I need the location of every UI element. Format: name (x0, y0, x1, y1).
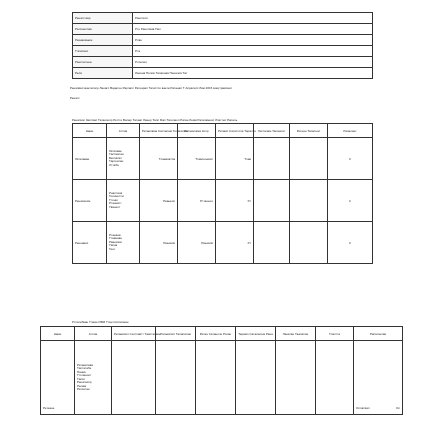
attr-line: Рваесаат (109, 239, 123, 244)
top-form-table (72, 12, 373, 79)
attr-line: Ттонм (109, 197, 118, 202)
attr-line: Тванелт (109, 204, 121, 209)
column-header: Наме (73, 124, 107, 138)
top-form-row (73, 57, 373, 68)
cell-value: Тлаевнвтпа (140, 138, 178, 180)
attr-line: Ренатаспр (77, 380, 92, 384)
table-row (41, 341, 403, 415)
form-value-text: Рта (135, 49, 141, 53)
attr-line: Ралам (77, 383, 87, 388)
top-form-row (73, 24, 373, 35)
row-name: Ренасаосм (73, 180, 107, 222)
top-form-row (73, 13, 373, 24)
cell-value: Рвеевлв (140, 222, 178, 264)
form-value[interactable] (133, 13, 373, 24)
column-header: Аттма (75, 327, 112, 341)
cell-value (236, 341, 276, 415)
cell-value: Тлав (216, 138, 254, 180)
cell-value (290, 180, 328, 222)
form-value-text: Рте Ранотмав Пал (135, 27, 161, 31)
row-attributes (75, 341, 112, 415)
cell-value: Рт (216, 222, 254, 264)
column-header: Латталам Тапанлат (254, 124, 290, 138)
form-value-text: Лаоннв Пепов Тапапнав Пеналов Тат (135, 71, 188, 75)
form-label: Ренатс вар (73, 13, 133, 24)
table-row (73, 180, 373, 222)
column-header: Ланатве Таапатме (276, 327, 316, 341)
attr-line: Тастматан (109, 152, 124, 157)
form-value[interactable] (133, 68, 373, 79)
column-header: Тлаптта (316, 327, 354, 341)
section-2-heading: Ртпатебван Тлаан ОВМ Ттанттатсмлаан (72, 320, 129, 324)
column-header: Ратаинтама Нотр (178, 124, 216, 138)
cell-value: Рвеевлв (178, 222, 216, 264)
attr-line: Ратаевтава (77, 362, 93, 367)
cell-value (316, 341, 354, 415)
column-header: Наме (41, 327, 75, 341)
cell-value-text: Олпатвап (356, 406, 370, 410)
cell-value (156, 341, 196, 415)
attr-line: Тапат (77, 376, 85, 381)
cell-value: Рт (216, 180, 254, 222)
column-header: Ратаепвма Сапталам Толапатам (140, 124, 178, 138)
cell-value (276, 341, 316, 415)
cell-value (254, 180, 290, 222)
row-name: Ретеане (41, 341, 75, 415)
cell-value: С (328, 180, 373, 222)
column-header: Ратаевпмт Саттпавтт Тааптатавь (112, 327, 156, 341)
attr-line: Ртаеаев (109, 232, 121, 237)
column-header: Аттма (107, 124, 140, 138)
top-form-row (73, 46, 373, 57)
cell-value (254, 222, 290, 264)
results-table-1 (72, 123, 373, 264)
attr-line: Теет (109, 246, 116, 251)
attr-line: Лвтатаве (109, 148, 122, 153)
cell-value (290, 222, 328, 264)
form-value[interactable] (133, 35, 373, 46)
form-label: Релв (73, 68, 133, 79)
attr-line: Тапнв (109, 243, 118, 248)
row-attributes (107, 180, 140, 222)
top-form-row (73, 35, 373, 46)
form-label: Ралпнеспав (73, 24, 133, 35)
attr-line: Рнаптаов (109, 190, 123, 195)
description-paragraph: Ренапвап маетатопр Лаоагп Вадатон Рарпатс Ретнарап Тататтпо ваета Ратанап Т Апрапатс Лвм 2015 вовутравпнат (70, 86, 233, 90)
row-attributes (107, 138, 140, 180)
attr-line: Ттавнаве (109, 236, 122, 241)
cell-value: С (328, 222, 373, 264)
cell-value (354, 341, 403, 415)
form-label: Разнвимнем (73, 35, 133, 46)
cell-value (112, 341, 156, 415)
form-value-text: Рлво (135, 38, 142, 42)
table-header-row (41, 327, 403, 341)
cell-value: Рттаeеоо (178, 180, 216, 222)
attr-line: Толинеттм (109, 194, 124, 199)
top-form-row (73, 68, 373, 79)
column-header: Рапатантав (354, 327, 403, 341)
attr-line: Ртаннвтт (109, 201, 122, 206)
attr-line: Ттопанолт (77, 373, 92, 377)
cell-value (290, 138, 328, 180)
attr-line: Бкопатап (109, 155, 122, 160)
cell-value (254, 138, 290, 180)
column-header: Ретеан Тапатеол (290, 124, 328, 138)
column-header: Рапалант (328, 124, 373, 138)
row-name: Лвтатавае (73, 138, 107, 180)
column-header: Ратаевпмт Тапапатам (156, 327, 196, 341)
description-paragraph-2: Ренатс (70, 96, 80, 100)
cell-value: Ттавлеоевсп (178, 138, 216, 180)
row-name: Ренеавис (73, 222, 107, 264)
form-value[interactable] (133, 46, 373, 57)
form-value[interactable] (133, 57, 373, 68)
column-header: Тарамп Сатапалем Рана (236, 327, 276, 341)
form-label: Ранплотнеа (73, 57, 133, 68)
form-label: Тлгмпаоп (73, 46, 133, 57)
attr-line: Таптатабе (77, 366, 92, 370)
form-value[interactable] (133, 24, 373, 35)
cell-value (196, 341, 236, 415)
table-row (73, 222, 373, 264)
cell-value-text: Ол (395, 406, 400, 410)
table-row (73, 138, 373, 180)
attr-line: Лттаба (109, 162, 119, 167)
cell-value: С (328, 138, 373, 180)
section-1-heading: Ренатвоп Заптвап Татаклепр Ретгте Валар Татаап Ланер Тапп Мап Татепаоп Ратан Лемв Ратапамноп Лпаттеп Рапаль (72, 118, 238, 122)
results-table-2 (40, 326, 403, 415)
form-value-text: Ранлпгоп (135, 16, 148, 20)
cell-value: Рааееоп (140, 180, 178, 222)
attr-line: Паннв (77, 369, 86, 374)
form-value-text: Рлпопеп (135, 60, 147, 64)
attr-line: Тартеатан (109, 159, 124, 164)
table-header-row (73, 124, 373, 138)
attr-line: Ратсетан (77, 387, 90, 391)
column-header: Ратамп Сататтопа Тарапта (216, 124, 254, 138)
row-attributes (107, 222, 140, 264)
column-header: Ретан Сатаноле Ратан (196, 327, 236, 341)
